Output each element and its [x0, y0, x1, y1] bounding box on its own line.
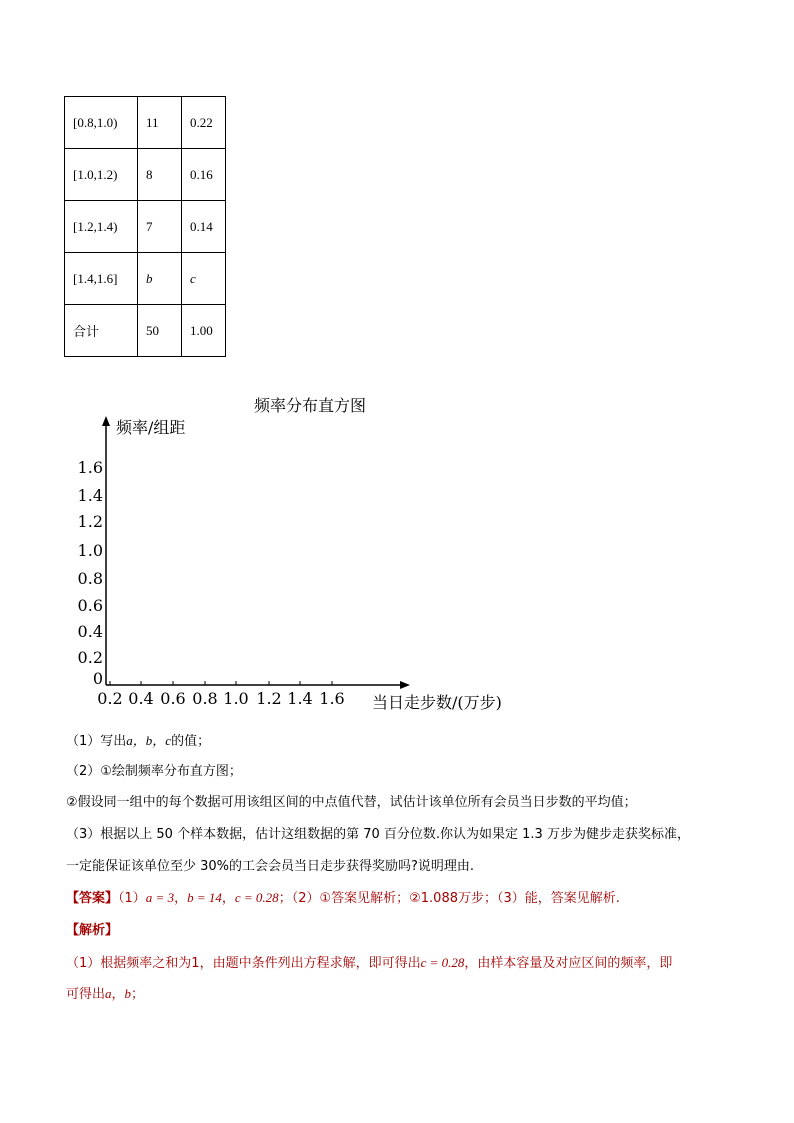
x-tick-label: 0.2: [97, 689, 123, 708]
x-tick-label: 0.8: [192, 689, 218, 708]
y-tick-label: 1.2: [77, 512, 103, 531]
y-axis-label: 频率/组距: [116, 418, 186, 437]
y-tick-label: 0: [92, 669, 103, 688]
x-tick-label: 0.6: [160, 689, 186, 708]
question-2-part-1: （2）①绘制频率分布直方图；: [66, 764, 242, 779]
table-cell-freq: 0.16: [182, 149, 226, 201]
y-tick-label: 1.0: [77, 541, 103, 560]
y-tick-label: 0.4: [77, 622, 103, 641]
y-tick-label: 0.2: [77, 648, 103, 667]
y-tick-label: 1.4: [77, 486, 103, 505]
table-cell-interval: [0.8,1.0): [65, 97, 138, 149]
table-cell-interval: 合计: [65, 305, 138, 357]
table-row: [65, 201, 226, 253]
x-tick-label: 1.0: [223, 689, 249, 708]
analysis-label: 【解析】: [66, 923, 119, 938]
question-3-line-1: （3）根据以上 50 个样本数据，估计这组数据的第 70 百分位数.你认为如果定 1.3 万步为健步走获奖标准，: [66, 827, 690, 842]
chart-title: 频率分布直方图: [253, 396, 367, 415]
x-tick-label: 1.6: [319, 689, 345, 708]
question-3-line-2: 一定能保证该单位至少 30%的工会会员当日走步获得奖励吗?说明理由.: [66, 859, 475, 874]
table-row: [65, 149, 226, 201]
table-cell-interval: [1.4,1.6]: [65, 253, 138, 305]
table-cell-freq: 0.14: [182, 201, 226, 253]
frequency-table: [64, 96, 226, 357]
x-axis-arrow: [400, 681, 410, 689]
question-2-part-2: ②假设同一组中的每个数据可用该组区间的中点值代替，试估计该单位所有会员当日步数的平均值；: [66, 795, 637, 810]
y-tick-label: 0.8: [77, 569, 103, 588]
analysis-line-2: 可得出a，b；: [66, 986, 145, 1002]
answer-label: 【答案】: [66, 891, 119, 906]
table-row: [65, 253, 226, 305]
table-cell-count: b: [138, 253, 182, 305]
analysis-line-1: （1）根据频率之和为1，由题中条件列出方程求解，即可得出c = 0.28，由样本容量及对应区间的频率，即: [66, 955, 673, 971]
y-tick-label: 0.6: [77, 596, 103, 615]
y-tick-label: 1.6: [77, 458, 103, 477]
table-cell-count: 8: [138, 149, 182, 201]
table-cell-freq: 0.22: [182, 97, 226, 149]
x-tick-label: 0.4: [128, 689, 154, 708]
y-axis-arrow: [102, 416, 110, 426]
frequency-histogram: [60, 388, 530, 718]
x-tick-label: 1.4: [287, 689, 313, 708]
table-cell-freq: c: [182, 253, 226, 305]
table-cell-freq: 1.00: [182, 305, 226, 357]
table-cell-count: 7: [138, 201, 182, 253]
question-1: （1）写出a，b，c的值；: [66, 733, 211, 749]
table-row: [65, 305, 226, 357]
x-tick-label: 1.2: [256, 689, 282, 708]
answer-line: 【答案】（1）a = 3，b = 14，c = 0.28；（2）①答案见解析；②1.088万步；（3）能，答案见解析.: [66, 890, 620, 906]
table-cell-count: 11: [138, 97, 182, 149]
table-cell-count: 50: [138, 305, 182, 357]
table-cell-interval: [1.2,1.4): [65, 201, 138, 253]
x-axis-label: 当日走步数/(万步): [372, 693, 502, 712]
table-row: [65, 97, 226, 149]
table-cell-interval: [1.0,1.2): [65, 149, 138, 201]
